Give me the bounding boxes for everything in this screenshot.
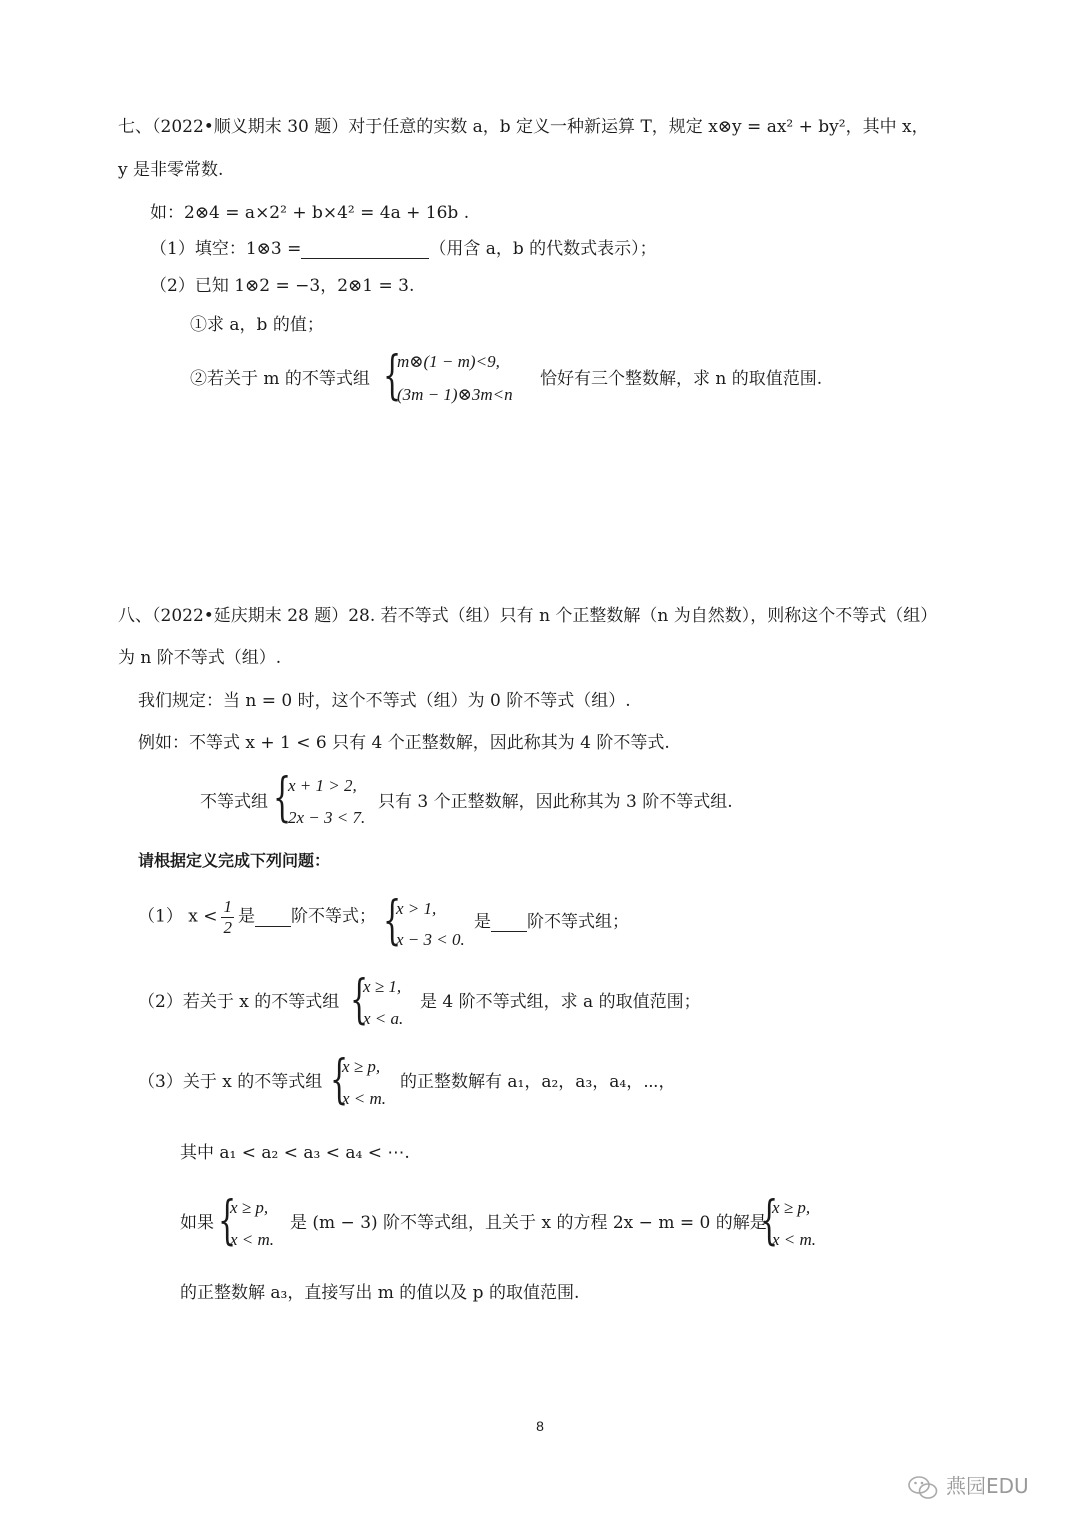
brace-icon: { <box>383 891 402 951</box>
system-row: x + 1 > 2, <box>288 776 357 795</box>
q7-stem-line1: 七、（2022•顺义期末 30 题）对于任意的实数 a，b 定义一种新运算 T，规定 x⊗y = ax² + by²，其中 x， <box>118 117 929 137</box>
q7-part2-b-prefix: ②若关于 m 的不等式组 <box>190 369 370 389</box>
brace-icon: { <box>273 768 292 828</box>
watermark <box>908 1470 1029 1501</box>
system-row: x ≥ 1, <box>363 977 402 996</box>
system-row: x ≥ p, <box>772 1198 811 1217</box>
q8-part1-prefix: （1） x < <box>138 906 218 927</box>
q8-stem-line1: 八、（2022•延庆期末 28 题）28. 若不等式（组）只有 n 个正整数解（n 为自然数），则称这个不等式（组） <box>118 606 938 626</box>
q8-stem-line2: 为 n 阶不等式（组）. <box>118 648 282 668</box>
answer-blank[interactable] <box>255 908 291 927</box>
fraction-denominator: 2 <box>223 917 232 937</box>
q8-part3-order: 其中 a₁ < a₂ < a₃ < a₄ < ⋯. <box>180 1143 410 1163</box>
q8-part3-if: 如果 <box>180 1213 214 1233</box>
system-row: x < a. <box>363 1009 404 1028</box>
answer-blank[interactable] <box>301 240 429 259</box>
q8-rule: 我们规定：当 n = 0 时，这个不等式（组）为 0 阶不等式（组）. <box>138 691 631 711</box>
system-row: x − 3 < 0. <box>396 930 465 949</box>
answer-blank[interactable] <box>491 913 527 932</box>
q7-part1 <box>150 239 657 259</box>
system-row: x < m. <box>772 1230 817 1249</box>
q8-part1-mid2: 阶不等式； <box>290 906 376 927</box>
fraction-numerator: 1 <box>223 897 232 916</box>
q8-example2-suffix: 只有 3 个正整数解，因此称其为 3 阶不等式组. <box>378 792 733 812</box>
q7-stem-line2: y 是非零常数. <box>118 160 224 180</box>
q8-part2-prefix: （2）若关于 x 的不等式组 <box>138 992 340 1012</box>
system-row: (3m − 1)⊗3m<n <box>397 385 513 404</box>
page-number: 8 <box>536 1418 544 1434</box>
brace-icon: { <box>218 1191 237 1251</box>
q7-part1-prefix: （1）填空：1⊗3 = <box>150 239 302 259</box>
brace-icon: { <box>330 1050 349 1110</box>
wechat-icon <box>908 1475 938 1501</box>
q8-example2-prefix: 不等式组 <box>200 792 268 812</box>
q8-part3-last: 的正整数解 a₃，直接写出 m 的值以及 p 的取值范围. <box>180 1283 580 1303</box>
q7-part2-a: ①求 a，b 的值； <box>190 315 324 335</box>
system-row: m⊗(1 − m)<9, <box>397 352 500 371</box>
brace-icon: { <box>350 970 369 1030</box>
system-row: x ≥ p, <box>230 1198 269 1217</box>
q8-part1-tail <box>474 912 629 932</box>
system-row: 2x − 3 < 7. <box>288 808 366 827</box>
q7-part2: （2）已知 1⊗2 = −3，2⊗1 = 3. <box>150 276 415 296</box>
system-row: x > 1, <box>396 899 437 918</box>
watermark-text: 燕园EDU <box>946 1474 1029 1498</box>
q8-instruction: 请根据定义完成下列问题： <box>138 851 331 870</box>
system-row: x ≥ p, <box>342 1057 381 1076</box>
q8-part2-suffix: 是 4 阶不等式组，求 a 的取值范围； <box>420 992 701 1012</box>
q8-part1-mid3: 是 <box>474 912 491 932</box>
brace-icon: { <box>760 1191 779 1251</box>
q8-part3-prefix: （3）关于 x 的不等式组 <box>138 1072 323 1092</box>
brace-icon: { <box>383 346 402 406</box>
q8-part1 <box>138 897 376 937</box>
q8-part1-suffix: 阶不等式组； <box>527 912 629 932</box>
q8-part1-mid1: 是 <box>237 906 255 927</box>
system-row: x < m. <box>230 1230 275 1249</box>
q7-part1-suffix: （用含 a，b 的代数式表示）； <box>429 239 657 259</box>
q8-part3-mid: 是 (m − 3) 阶不等式组，且关于 x 的方程 2x − m = 0 的解是 <box>290 1213 767 1233</box>
system-row: x < m. <box>342 1089 387 1108</box>
q7-example: 如：2⊗4 = a×2² + b×4² = 4a + 16b . <box>150 203 470 223</box>
q8-example1: 例如：不等式 x + 1 < 6 只有 4 个正整数解，因此称其为 4 阶不等式. <box>138 733 670 753</box>
q7-part2-b-suffix: 恰好有三个整数解，求 n 的取值范围. <box>540 369 823 389</box>
q8-part3-suffix: 的正整数解有 a₁，a₂，a₃，a₄，⋯， <box>400 1072 676 1092</box>
fraction <box>221 897 234 937</box>
